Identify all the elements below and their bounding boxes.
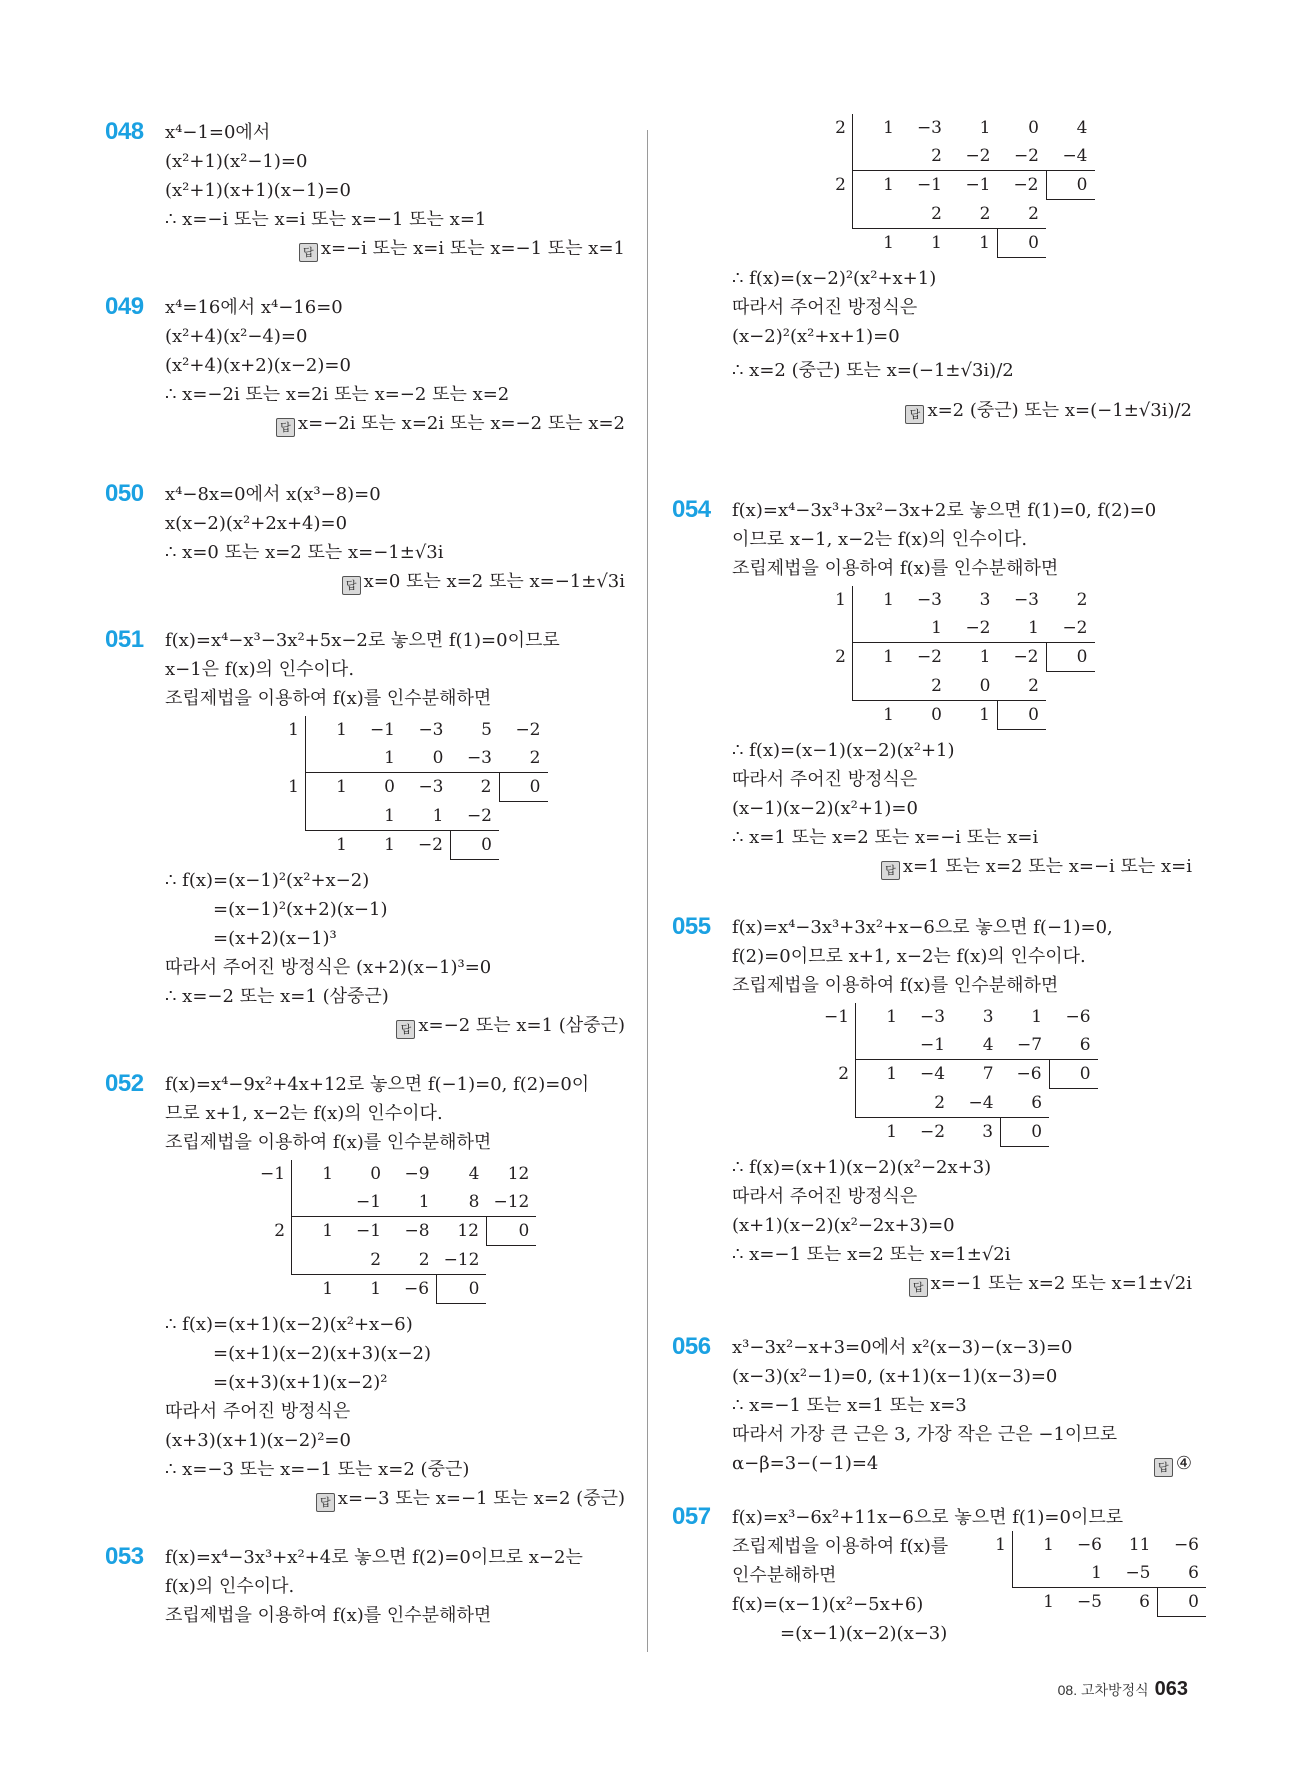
problem-050 [105,480,625,596]
problem-number: 050 [105,480,144,507]
answer-badge-icon: 답 [905,405,924,424]
cell: 1 [402,802,451,831]
cell: 2 [998,672,1047,701]
cell [1013,1559,1062,1588]
cell: 2 [904,1089,952,1118]
cell [853,614,902,643]
remainder-cell: 0 [1049,1060,1098,1089]
cell: 1 [1031,1007,1043,1027]
solution-line: =(x−1)²(x+2)(x−1) [213,898,388,920]
answer-text: x=−1 또는 x=2 또는 x=1±√2i [930,1272,1192,1294]
answer-text: x=−2 또는 x=1 (삼중근) [418,1014,625,1036]
cell: −3 [418,720,444,740]
answer-text: x=2 (중근) 또는 x=(−1±√3i)/2 [927,399,1192,421]
cell: −3 [451,744,500,773]
problem-053-continued [672,114,1192,431]
problem-number: 056 [672,1333,711,1360]
answer-badge-icon: 답 [316,1493,335,1512]
remainder-cell: 0 [1001,1117,1050,1146]
cell: −6 [1016,1064,1042,1085]
cell: 1 [856,1060,905,1089]
answer-text: x=1 또는 x=2 또는 x=−i 또는 x=i [902,855,1192,877]
synthetic-division-table [817,114,1095,258]
cell: −3 [920,1007,946,1027]
solution-line: x⁴=16에서 x⁴−16=0 [165,297,343,318]
cell: 11 [1128,1535,1151,1555]
cell: −1 [904,1031,952,1060]
cell: 1 [384,834,395,855]
problem-055 [672,913,1192,1298]
cell: 1 [853,171,902,200]
solution-line: =(x+2)(x−1)³ [213,927,337,949]
solution-line: f(x)=x⁴−3x³+3x²−3x+2로 놓으면 f(1)=0, f(2)=0 [732,500,1157,521]
remainder-cell: 0 [1046,643,1095,672]
cell: 1 [388,1188,437,1217]
cell: 6 [1001,1089,1050,1118]
cell [292,1246,341,1275]
solution-line: f(x)=(x−1)(x²−5x+6) [732,1594,924,1615]
problem-number: 049 [105,293,144,320]
remainder-cell: 0 [451,830,500,859]
divisor: 2 [835,647,846,667]
answer-text: ④ [1175,1453,1192,1474]
cell: −3 [418,777,444,798]
problem-number: 054 [672,496,711,523]
cell: 4 [1076,118,1088,138]
problem-number: 055 [672,913,711,940]
answer-badge-icon: 답 [342,576,361,595]
solution-line: ∴ x=1 또는 x=2 또는 x=−i 또는 x=i [732,826,1039,848]
solution-line: ∴ f(x)=(x−1)(x−2)(x²+1) [732,739,955,761]
cell: −7 [1001,1031,1050,1060]
answer-text: x=−2i 또는 x=2i 또는 x=−2 또는 x=2 [297,413,625,434]
cell: 6 [1158,1559,1207,1588]
answer-badge-icon: 답 [881,861,900,880]
cell: 6 [1049,1031,1098,1060]
cell: −6 [404,1278,430,1299]
cell: −4 [1046,142,1095,171]
cell: 1 [354,744,402,773]
problem-number: 052 [105,1070,144,1097]
solution-line: (x−2)²(x²+x+1)=0 [732,325,900,347]
solution-line: ∴ f(x)=(x+1)(x−2)(x²−2x+3) [732,1156,992,1178]
divisor: 2 [274,1221,286,1241]
cell: 1 [853,586,902,614]
cell: −1 [340,1188,388,1217]
solution-line: ∴ f(x)=(x−1)²(x²+x−2) [165,869,370,891]
answer-badge-icon: 답 [909,1278,928,1297]
cell: 6 [1139,1592,1150,1613]
cell: −2 [1046,614,1095,643]
cell: 1 [931,232,942,253]
solution-line: =(x−1)(x−2)(x−3) [780,1623,948,1644]
cell: 1 [292,1217,341,1246]
cell: 1 [354,802,402,831]
solution-line: (x²+4)(x²−4)=0 [165,326,308,347]
cell: 3 [982,1121,994,1142]
cell: 0 [384,777,395,798]
solution-line: f(x)=x⁴−3x³+3x²+x−6으로 놓으면 f(−1)=0, [732,917,1113,938]
solution-line: x³−3x²−x+3=0에서 x²(x−3)−(x−3)=0 [732,1337,1073,1358]
cell: 1 [979,118,991,138]
cell [853,200,902,229]
cell [853,142,902,171]
page-footer [1058,1678,1188,1701]
solution-line: 조립제법을 이용하여 f(x)를 인수분해하면 [732,975,1059,996]
cell: −9 [404,1164,430,1184]
cell: 2 [901,200,949,229]
cell: −2 [1013,647,1039,668]
problem-number: 051 [105,626,144,653]
cell: 1 [292,1160,341,1188]
cell: 5 [481,720,492,740]
problem-056 [672,1333,1192,1478]
divisor: 2 [835,175,846,195]
solution-line: 조립제법을 이용하여 f(x)를 인수분해하면 [732,558,1059,579]
cell: 2 [1076,590,1088,610]
solution-line: ∴ x=−i 또는 x=i 또는 x=−1 또는 x=1 [165,209,487,230]
cell: 1 [336,834,347,855]
page-number: 063 [1154,1678,1188,1700]
cell: −12 [486,1188,536,1217]
problem-053 [105,1543,625,1630]
cell: −2 [451,802,500,831]
cell: 0 [949,672,998,701]
cell: −2 [916,647,942,668]
divisor: 2 [835,118,846,138]
cell: −1 [369,720,395,740]
cell: −2 [949,614,998,643]
remainder-cell: 0 [998,700,1047,729]
cell: −6 [1173,1535,1199,1555]
problem-049 [105,293,625,438]
solution-line: 따라서 주어진 방정식은 [732,768,918,790]
solution-line: 조립제법을 이용하여 f(x)를 인수분해하면 [165,1605,492,1626]
solution-line: (x²+1)(x+1)(x−1)=0 [165,180,351,201]
cell: 1 [883,704,894,725]
cell: 0 [402,744,451,773]
cell [853,672,902,701]
problem-054 [672,496,1192,881]
answer-line [1154,1449,1192,1478]
cell: 2 [949,200,998,229]
problem-057 [672,1503,1199,1648]
cell: 0 [370,1164,382,1184]
cell: 1 [883,232,894,253]
cell [306,744,355,773]
problem-number: 053 [105,1543,144,1570]
solution-line: (x−1)(x−2)(x²+1)=0 [732,797,918,819]
answer-text: x=−i 또는 x=i 또는 x=−1 또는 x=1 [320,238,625,259]
cell: 1 [853,643,902,672]
left-column [105,118,625,1626]
remainder-cell: 0 [1158,1588,1207,1617]
cell: 1 [998,614,1047,643]
answer-line [732,1269,1192,1298]
cell: −3 [916,590,942,610]
problem-051 [105,626,625,1040]
cell: −6 [1076,1535,1102,1555]
cell: 1 [306,773,355,802]
solution-line: 조립제법을 이용하여 f(x)를 인수분해하면 [165,688,492,709]
solution-line: ∴ x=0 또는 x=2 또는 x=−1±√3i [165,542,444,563]
solution-line: f(x)=x⁴−9x²+4x+12로 놓으면 f(−1)=0, f(2)=0이 [165,1074,590,1095]
solution-line: (x+1)(x−2)(x²−2x+3)=0 [732,1214,955,1236]
remainder-cell: 0 [998,228,1047,257]
answer-line [732,852,1192,881]
solution-line: f(x)=x⁴−3x³+x²+4로 놓으면 f(2)=0이므로 x−2는 [165,1547,583,1568]
cell: 1 [901,614,949,643]
cell: 12 [507,1164,530,1184]
divisor: 1 [995,1535,1006,1555]
solution-line: 따라서 주어진 방정식은 [732,1185,918,1207]
cell [856,1089,905,1118]
cell: −5 [1076,1592,1102,1613]
answer-text: x=−3 또는 x=−1 또는 x=2 (중근) [337,1487,625,1509]
solution-line: 조립제법을 이용하여 f(x)를 [732,1536,949,1557]
cell: 1 [979,647,991,668]
cell: 1 [306,716,355,744]
solution-line: 조립제법을 이용하여 f(x)를 인수분해하면 [165,1132,492,1153]
cell: −8 [404,1221,430,1242]
solution-line: f(2)=0이므로 x+1, x−2는 f(x)의 인수이다. [732,946,1086,967]
cell: 7 [982,1064,994,1085]
cell: 1 [886,1121,898,1142]
cell: 3 [982,1007,994,1027]
solution-line: (x−3)(x²−1)=0, (x+1)(x−1)(x−3)=0 [732,1366,1058,1387]
solution-line: (x²+1)(x²−1)=0 [165,151,308,172]
cell: 1 [370,1278,382,1299]
solution-line: =(x+3)(x+1)(x−2)² [213,1371,388,1393]
cell: −4 [952,1089,1001,1118]
cell: 2 [499,744,548,773]
answer-badge-icon: 답 [276,418,295,437]
divisor: 1 [288,777,299,797]
remainder-cell: 0 [437,1274,487,1303]
cell [856,1031,905,1060]
cell: 3 [979,590,991,610]
solution-line: =(x+1)(x−2)(x+3)(x−2) [213,1342,432,1364]
solution-line: 따라서 주어진 방정식은 (x+2)(x−1)³=0 [165,956,492,978]
solution-line: ∴ x=−2 또는 x=1 (삼중근) [165,985,389,1007]
cell: −1 [356,1221,382,1242]
cell: −2 [515,720,541,740]
solution-line: x(x−2)(x²+2x+4)=0 [165,513,348,534]
cell: 4 [952,1031,1001,1060]
cell: 8 [437,1188,487,1217]
cell: 2 [388,1246,437,1275]
right-column [672,118,1199,1644]
synthetic-division-table [253,1160,536,1304]
solution-line: f(x)=x³−6x²+11x−6으로 놓으면 f(1)=0이므로 [732,1507,1124,1528]
cell: −2 [998,142,1047,171]
remainder-cell: 0 [499,773,548,802]
cell: −1 [965,175,991,196]
solution-line: x−1은 f(x)의 인수이다. [165,659,355,680]
solution-line: 따라서 주어진 방정식은 [165,1400,351,1422]
cell: 12 [457,1221,479,1242]
cell: 2 [340,1246,388,1275]
cell: −2 [949,142,998,171]
cell: 1 [853,114,902,142]
solution-line: 따라서 주어진 방정식은 [732,296,918,318]
cell: 1 [1043,1592,1054,1613]
cell: 1 [856,1003,905,1031]
answer-line [165,1484,625,1513]
cell: 4 [468,1164,480,1184]
solution-line: x⁴−8x=0에서 x(x³−8)=0 [165,484,381,505]
cell: 2 [901,142,949,171]
solution-line: ∴ x=2 (중근) 또는 x=(−1±√3i)/2 [732,359,1014,381]
cell: −4 [920,1064,946,1085]
column-divider [647,130,648,1652]
solution-line: f(x)의 인수이다. [165,1576,295,1597]
answer-badge-icon: 답 [396,1020,415,1039]
cell: −5 [1109,1559,1158,1588]
solution-line: 따라서 가장 큰 근은 3, 가장 작은 근은 −1이므로 [732,1424,1118,1445]
answer-line [165,409,625,438]
cell [306,802,355,831]
synthetic-division-table [817,1003,1098,1147]
cell: 2 [998,200,1047,229]
synthetic-division-table [270,716,548,860]
cell: 2 [901,672,949,701]
remainder-cell: 0 [1046,171,1095,200]
solution-line: 므로 x+1, x−2는 f(x)의 인수이다. [165,1103,443,1124]
cell: 2 [480,777,492,798]
cell: −6 [1065,1007,1091,1027]
divisor: 1 [835,590,846,610]
cell: 1 [1013,1531,1062,1559]
cell: 1 [322,1278,334,1299]
cell: 1 [979,232,990,253]
divisor: −1 [260,1164,286,1184]
cell: −3 [1013,590,1039,610]
cell [292,1188,341,1217]
solution-line: x⁴−1=0에서 [165,122,271,143]
answer-line [165,567,625,596]
solution-line: ∴ x=−1 또는 x=2 또는 x=1±√2i [732,1243,1011,1265]
answer-line [165,1011,625,1040]
divisor: 1 [288,720,299,740]
synthetic-division-table [977,1531,1206,1617]
synthetic-division-table [817,586,1095,730]
cell: −12 [437,1246,487,1275]
answer-badge-icon: 답 [299,243,318,262]
cell: −3 [916,118,942,138]
cell: 1 [979,704,990,725]
solution-line: ∴ f(x)=(x−2)²(x²+x+1) [732,267,937,289]
solution-line: f(x)=x⁴−x³−3x²+5x−2로 놓으면 f(1)=0이므로 [165,630,560,651]
cell: −2 [1013,175,1039,196]
answer-line [732,391,1192,431]
solution-line: ∴ f(x)=(x+1)(x−2)(x²+x−6) [165,1313,413,1335]
cell: 0 [931,704,942,725]
remainder-cell: 0 [486,1217,536,1246]
answer-text: x=0 또는 x=2 또는 x=−1±√3i [363,571,625,592]
chapter-label: 08. 고차방정식 [1057,1682,1149,1698]
solution-text: α−β=3−(−1)=4 [732,1453,879,1474]
solution-line: ∴ x=−2i 또는 x=2i 또는 x=−2 또는 x=2 [165,384,510,405]
divisor: 2 [838,1064,850,1084]
problem-052 [105,1070,625,1513]
cell: −1 [916,175,942,196]
cell: −2 [920,1121,946,1142]
solution-line: (x²+4)(x+2)(x−2)=0 [165,355,351,376]
problem-number: 057 [672,1503,711,1530]
solution-line: ∴ x=−1 또는 x=1 또는 x=3 [732,1395,967,1416]
problem-number: 048 [105,118,144,145]
cell: 1 [1061,1559,1109,1588]
cell: −2 [417,834,443,855]
answer-badge-icon: 답 [1154,1458,1173,1477]
solution-line: (x+3)(x+1)(x−2)²=0 [165,1429,351,1451]
solution-line: 이므로 x−1, x−2는 f(x)의 인수이다. [732,529,1028,550]
divisor: −1 [824,1007,850,1027]
solution-line: 인수분해하면 [732,1565,837,1586]
answer-line [165,234,625,263]
solution-line: ∴ x=−3 또는 x=−1 또는 x=2 (중근) [165,1458,470,1480]
solution-line [732,1449,1192,1478]
cell: 0 [1028,118,1039,138]
